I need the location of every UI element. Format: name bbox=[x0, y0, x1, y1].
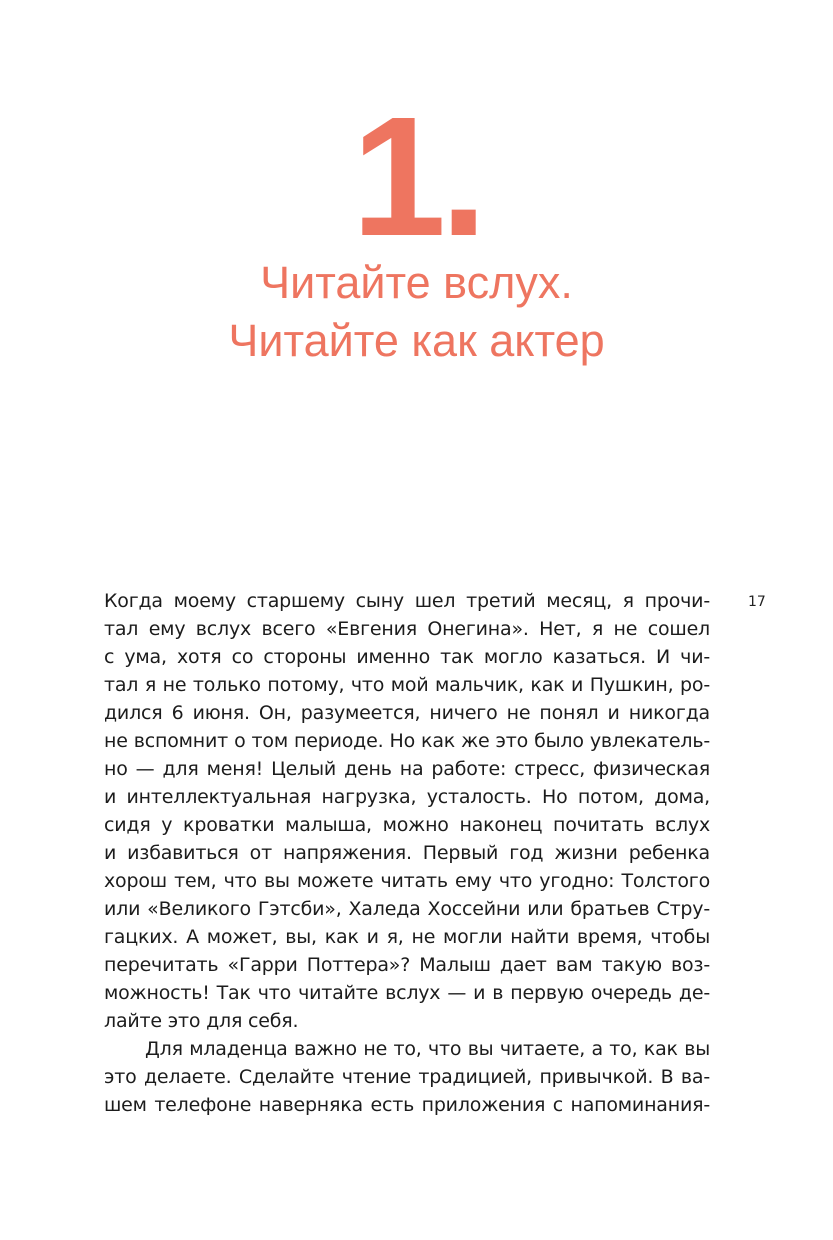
text-line: или «Великого Гэтсби», Халеда Хоссейни или братьев Стру- bbox=[104, 898, 710, 920]
text-line: шем телефоне наверняка есть приложения с напоминания- bbox=[104, 1094, 710, 1116]
text-line: можность! Так что читайте вслух — и в первую очередь де- bbox=[104, 982, 710, 1004]
chapter-title-line-2: Читайте как актер bbox=[228, 315, 605, 366]
text-line: лайте это для себя. bbox=[104, 1010, 299, 1032]
text-line: Когда моему старшему сыну шел третий месяц, я прочи- bbox=[104, 590, 710, 612]
text-line: это делаете. Сделайте чтение традицией, привычкой. В ва- bbox=[104, 1066, 710, 1088]
paragraph-1 bbox=[104, 587, 710, 1035]
text-line: Для младенца важно не то, что вы читаете, а то, как вы bbox=[145, 1038, 710, 1060]
text-line: и интеллектуальная нагрузка, усталость. Но потом, дома, bbox=[104, 786, 710, 808]
text-line: но — для меня! Целый день на работе: стресс, физическая bbox=[104, 758, 710, 780]
chapter-number: 1. bbox=[351, 82, 482, 272]
text-line: дился 6 июня. Он, разумеется, ничего не понял и никогда bbox=[104, 702, 710, 724]
text-line: перечитать «Гарри Поттера»? Малыш дает вам такую воз- bbox=[104, 954, 710, 976]
text-line: гацких. А может, вы, как и я, не могли найти время, чтобы bbox=[104, 926, 710, 948]
text-line: хорош тем, что вы можете читать ему что угодно: Толстого bbox=[104, 870, 710, 892]
text-line: тал ему вслух всего «Евгения Онегина». Нет, я не сошел bbox=[104, 618, 710, 640]
text-line: и избавиться от напряжения. Первый год жизни ребенка bbox=[104, 842, 710, 864]
page-number: 17 bbox=[748, 594, 766, 610]
body-text bbox=[104, 587, 710, 1119]
text-line: не вспомнит о том периоде. Но как же это было увлекатель- bbox=[104, 730, 710, 752]
paragraph-2 bbox=[104, 1035, 710, 1119]
text-line: тал я не только потому, что мой мальчик, как и Пушкин, ро- bbox=[104, 674, 710, 696]
text-line: сидя у кроватки малыша, можно наконец почитать вслух bbox=[104, 814, 710, 836]
chapter-title-line-1: Читайте вслух. bbox=[260, 257, 573, 308]
text-line: с ума, хотя со стороны именно так могло казаться. И чи- bbox=[104, 646, 710, 668]
chapter-title bbox=[0, 254, 833, 370]
